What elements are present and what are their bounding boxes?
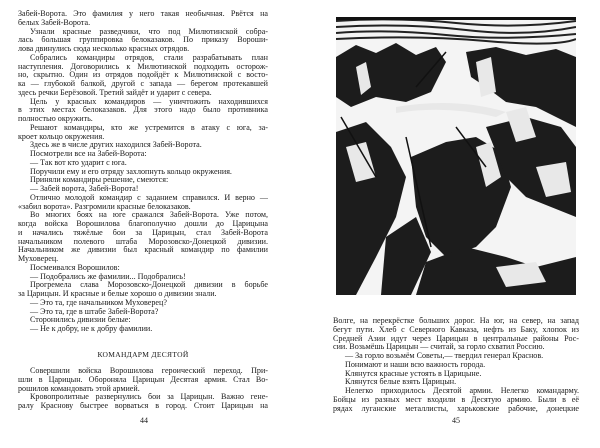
left-page-text xyxy=(18,10,268,334)
text-line: белых Забей-Ворота. xyxy=(18,18,91,27)
text-line: Волге, на перекрёстке больших дорог. На юг, на север, на запад xyxy=(333,317,579,325)
text-line: лова двинулись сюда несколько красных отрядов. xyxy=(18,45,190,53)
page-number-left: 44 xyxy=(140,416,148,425)
text-line: Отлично молодой командир с заданием справился. И верно — xyxy=(30,193,268,202)
text-line: Совершили войска Ворошилова героический переход. При- xyxy=(30,367,268,375)
text-line: Средней Азии идут через Царицын в центральные районы Рос- xyxy=(333,334,579,343)
text-line: Бойцы из разных мест входили в Десятую армию. Были в её xyxy=(333,395,579,404)
text-line: рошилов командовать этой армией. xyxy=(18,384,140,393)
text-line: Здесь же в числе других находился Забей-Ворота. xyxy=(30,141,202,150)
text-line: — Забей ворота, Забей-Ворота! xyxy=(30,185,139,193)
text-line: бегут пути. Хлеб с Северного Кавказа, нефть из Баку, хлопок из xyxy=(333,325,579,334)
page-number-right: 45 xyxy=(452,416,460,425)
text-line: Клянутся красные устоять в Царицыне. xyxy=(345,369,482,378)
text-line: Прогремела слава Морозовско-Донецкой дивизии в борьбе xyxy=(30,281,268,290)
text-line: рядах луганские металлисты, харьковские рабочие, донецкие xyxy=(333,404,579,413)
text-line: полностью окружить. xyxy=(18,115,93,123)
text-line: — Это та, где в штабе Забей-Ворота? xyxy=(30,307,159,316)
text-line: Начальником же дивизии был красный командир по фамилии xyxy=(18,246,268,255)
text-line: — За горло возьмём Советы,— твердил генерал Краснов. xyxy=(345,352,544,360)
text-line: за Царицын. И красные и белые хорошо о дивизии знали. xyxy=(18,290,217,298)
text-line: Муховерец. xyxy=(18,255,59,263)
text-line: Кровопролитные развернулись бои за Царицын. Важно гене- xyxy=(30,393,268,402)
battle-illustration xyxy=(336,17,576,295)
text-line: наступления. Договорились к Милютинской подходить осторож- xyxy=(18,62,268,71)
text-line: Нелегко приходилось Десятой армии. Нелегко командарму. xyxy=(345,387,579,395)
text-line: в этих местах белоказаков. Для этого надо было противника xyxy=(18,106,268,115)
text-line: — Не к добру, не к добру фамилии. xyxy=(30,325,153,333)
text-line: Забей-Ворота. Это фамилия у него такая необычная. Рвётся на xyxy=(18,10,268,18)
text-line: Понимают и наши всю важность города. xyxy=(345,360,486,369)
text-line: Во многих боях на юге сражался Забей-Ворота. Уже потом, xyxy=(30,211,268,220)
text-line: — Это та, где начальником Муховерец? xyxy=(30,298,167,307)
text-line: — Так вот кто ударит с юга. xyxy=(30,158,127,167)
text-line: Посмотрели все на Забей-Ворота: xyxy=(30,150,147,158)
right-page-text xyxy=(333,317,579,413)
text-line: Поручили ему и его отряду захлопнуть кольцо окружения. xyxy=(30,167,232,176)
text-line: когда войска Ворошилова благополучно дошли до Царицына xyxy=(18,220,268,228)
text-line: Цель у красных командиров — уничтожить находившихся xyxy=(30,97,268,106)
chapter-text xyxy=(18,367,268,411)
text-line: Собрались командиры отрядов, стали разрабатывать план xyxy=(30,53,268,62)
text-line: и начались тяжёлые бои за Царицын, стал Забей-Ворота xyxy=(18,228,268,237)
text-line: но, скрытно. Один из отрядов подойдёт к Милютинской с восто- xyxy=(18,71,268,80)
text-line: — Подобрались же фамилии... Подобрались! xyxy=(30,272,186,281)
text-line: шли в Царицын. Обороняла Царицын Десятая армия. Стал Во- xyxy=(18,375,268,384)
text-line: Узнали красные разведчики, что под Милютинской собра- xyxy=(30,27,268,36)
text-line: «забил ворота». Разгромили красные белоказаков. xyxy=(18,202,191,211)
chapter-heading: КОМАНДАРМ ДЕСЯТОЙ xyxy=(97,350,189,359)
text-line: ка — глубокой балкой, другой с запада — берегом протекавшей xyxy=(18,80,268,88)
text-line: кроет кольцо окружения. xyxy=(18,132,105,141)
text-line: лась большая группировка белоказаков. По приказу Вороши- xyxy=(18,36,268,45)
text-line: ралу Краснову быстрее ворваться в город. Стоит Царицын на xyxy=(18,402,268,410)
text-line: начальником полевого штаба Морозовско-Донецкой дивизии. xyxy=(18,237,268,246)
text-line: Посмеивался Ворошилов: xyxy=(30,263,120,272)
text-line: сии. Возьмёшь Царицын — считай, за горло схватил Россию. xyxy=(333,343,545,352)
text-line: Сторонились дивизии белые: xyxy=(30,316,131,325)
text-line: Клянутся белые взять Царицын. xyxy=(345,378,457,387)
text-line: здесь речки Берёзовой. Третий зайдёт и ударит с севера. xyxy=(18,88,212,97)
text-line: Решают командиры, кто же устремится в атаку с юга, за- xyxy=(30,123,268,132)
text-line: Приняли командиры решение, смеются: xyxy=(30,176,169,185)
